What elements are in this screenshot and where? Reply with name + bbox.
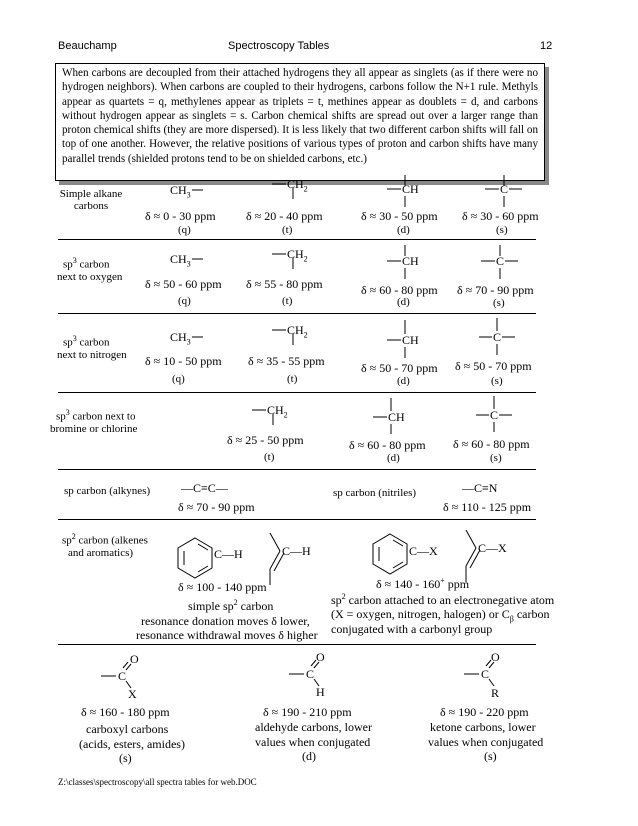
row-nitrogen-label: $sp^3$ carbon next to nitrogen	[57, 334, 127, 361]
oxygen-ch3-fragment: $CH_3$	[170, 252, 191, 269]
nitrogen-mult-3: (d)	[397, 375, 410, 387]
oxygen-c-fragment: C	[496, 254, 505, 268]
halogen-c-fragment: C	[490, 408, 499, 422]
halogen-mult-2: (d)	[387, 452, 400, 464]
aromatic-cx-fragment: C—X	[409, 544, 438, 558]
nitrogen-ch2-fragment: $CH_2$	[287, 323, 308, 340]
halogen-shift-2: δ ≈ 60 - 80 ppm	[349, 438, 426, 452]
alkyne-shift: δ ≈ 70 - 90 ppm	[178, 500, 255, 514]
carboxyl-desc2: (acids, esters, amides)	[79, 737, 185, 751]
aldehyde-desc2: values when conjugated	[255, 735, 371, 749]
aldehyde-shift: δ ≈ 190 - 210 ppm	[263, 705, 352, 719]
carboxyl-mult: (s)	[119, 751, 132, 765]
row-alkane-label-line2: carbons	[73, 200, 109, 212]
alkane-mult-1: (q)	[178, 224, 191, 236]
aldehyde-desc1: aldehyde carbons, lower	[255, 720, 372, 734]
nitrile-fragment: —C≡N	[462, 481, 498, 495]
alkene-cx-fragment: C—X	[478, 541, 507, 555]
carboxyl-o: O	[130, 652, 139, 666]
alkane-ch-fragment: CH	[402, 182, 419, 196]
nitrogen-mult-2: (t)	[287, 373, 298, 385]
footer-path: Z:\classes\spectroscopy\all spectra tables for web.DOC	[58, 777, 257, 787]
oxygen-shift-1: δ ≈ 50 - 60 ppm	[145, 277, 222, 291]
halogen-shift-3: δ ≈ 60 - 80 ppm	[453, 437, 530, 451]
row-alkane-label-line1: Simple alkane	[59, 188, 123, 200]
aldehyde-mult: (d)	[302, 749, 316, 763]
nitrogen-shift-2: δ ≈ 35 - 55 ppm	[248, 354, 325, 368]
oxygen-shift-3: δ ≈ 60 - 80 ppm	[361, 283, 438, 297]
halogen-ch-fragment: CH	[388, 410, 405, 424]
alkyne-fragment: —C≡C—	[181, 481, 228, 495]
nitrogen-ch3-fragment: $CH_3$	[170, 330, 191, 347]
aldehyde-h: H	[316, 685, 325, 699]
row-sp2-label: $sp^2$ carbon (alkenes and aromatics)	[62, 532, 148, 559]
ketone-c: C	[481, 667, 490, 681]
sp2-simple-shift: δ ≈ 100 - 140 ppm	[178, 580, 267, 594]
ketone-mult: (s)	[484, 749, 497, 763]
ketone-r: R	[491, 686, 500, 700]
oxygen-mult-1: (q)	[178, 295, 191, 307]
oxygen-ch-fragment: CH	[402, 254, 419, 268]
row-halogen-label: $sp^3$ carbon next to bromine or chlorine	[50, 408, 138, 435]
ketone-o: O	[491, 650, 500, 664]
sp2-electroneg-line1: $sp^2$ carbon attached to an electronegative atom	[331, 592, 555, 607]
oxygen-mult-2: (t)	[282, 295, 293, 307]
oxygen-shift-2: δ ≈ 55 - 80 ppm	[246, 277, 323, 291]
carboxyl-desc1: carboxyl carbons	[86, 722, 169, 736]
alkane-ch2-fragment: $CH_2$	[287, 177, 308, 194]
nitrogen-c-fragment: C	[493, 330, 502, 344]
carboxyl-x: X	[128, 687, 137, 701]
alkane-shift-2: δ ≈ 20 - 40 ppm	[246, 209, 323, 223]
sp-alkyne-label: sp carbon (alkynes)	[64, 485, 151, 497]
ketone-shift: δ ≈ 190 - 220 ppm	[440, 705, 529, 719]
halogen-ch2-fragment: $CH_2$	[267, 403, 288, 420]
oxygen-mult-4: (s)	[493, 297, 505, 309]
nitrogen-ch-fragment: CH	[402, 333, 419, 347]
sp2-electroneg-shift: δ ≈ 140 - 160+ ppm	[376, 576, 470, 591]
alkane-shift-1: δ ≈ 0 - 30 ppm	[145, 209, 216, 223]
alkene-ch-fragment: C—H	[282, 544, 311, 558]
ketone-desc1: ketone carbons, lower	[430, 720, 536, 734]
sp2-donation-text: resonance donation moves δ lower,	[141, 614, 310, 628]
sp2-electroneg-line3: conjugated with a carbonyl group	[331, 622, 493, 636]
carboxyl-c: C	[118, 669, 127, 683]
nitrogen-shift-3: δ ≈ 50 - 70 ppm	[361, 361, 438, 375]
carboxyl-shift: δ ≈ 160 - 180 ppm	[81, 705, 170, 719]
aromatic-ch-fragment: C—H	[214, 547, 243, 561]
alkane-ch3-fragment: $CH_3$	[170, 183, 191, 200]
oxygen-mult-3: (d)	[397, 296, 410, 308]
alkane-mult-4: (s)	[496, 224, 508, 236]
alkane-shift-3: δ ≈ 30 - 50 ppm	[361, 209, 438, 223]
nitrile-shift: δ ≈ 110 - 125 ppm	[443, 500, 532, 514]
oxygen-ch2-fragment: $CH_2$	[287, 247, 308, 264]
header-page-number: 12	[540, 40, 553, 52]
alkane-c-fragment: C	[500, 182, 509, 196]
ketone-desc2: values when conjugated	[428, 735, 544, 749]
alkane-mult-2: (t)	[282, 224, 293, 236]
row-oxygen-label: $sp^3$ carbon next to oxygen	[57, 256, 123, 283]
sp2-withdrawal-text: resonance withdrawal moves δ higher	[136, 628, 318, 642]
sp-nitrile-label: sp carbon (nitriles)	[333, 487, 417, 499]
nitrogen-mult-4: (s)	[491, 375, 503, 387]
nitrogen-mult-1: (q)	[172, 373, 185, 385]
sp2-simple-text: simple $sp^2$ carbon	[188, 598, 274, 613]
intro-text: When carbons are decoupled from their attached hydrogens they all appear as singlets (as if there were no hydrogen neighbors). When carbons are coupled to their hydrogens, carbons follow the N+1 rule. Methyls appear as quartets = q, methylenes appear as triplets = t, methines appear as doublets = d, and carbons without hydrogen appear as singlets = s. Carbon chemical shifts are spread out over a larger range than proton chemical shifts (they are more dispersed). It is less likely that two different carbon shifts will fall on top of one another. However, the relative positions of various types of proton and carbon shifts have many parallel trends (shielded protons tend to be on shielded carbons, etc.)	[62, 67, 538, 165]
nitrogen-shift-4: δ ≈ 50 - 70 ppm	[455, 359, 532, 373]
aldehyde-o: O	[316, 650, 325, 664]
halogen-mult-3: (s)	[490, 452, 502, 464]
oxygen-shift-4: δ ≈ 70 - 90 ppm	[457, 283, 534, 297]
sp2-electroneg-line2: (X = oxygen, nitrogen, halogen) or $C_\beta$ carbon	[331, 607, 550, 624]
aldehyde-c: C	[306, 667, 315, 681]
header-title: Spectroscopy Tables	[228, 40, 330, 52]
halogen-mult-1: (t)	[264, 451, 275, 463]
halogen-shift-1: δ ≈ 25 - 50 ppm	[227, 433, 304, 447]
alkane-shift-4: δ ≈ 30 - 60 ppm	[462, 209, 539, 223]
header-author: Beauchamp	[58, 40, 117, 52]
alkane-mult-3: (d)	[397, 224, 410, 236]
nitrogen-shift-1: δ ≈ 10 - 50 ppm	[145, 354, 222, 368]
